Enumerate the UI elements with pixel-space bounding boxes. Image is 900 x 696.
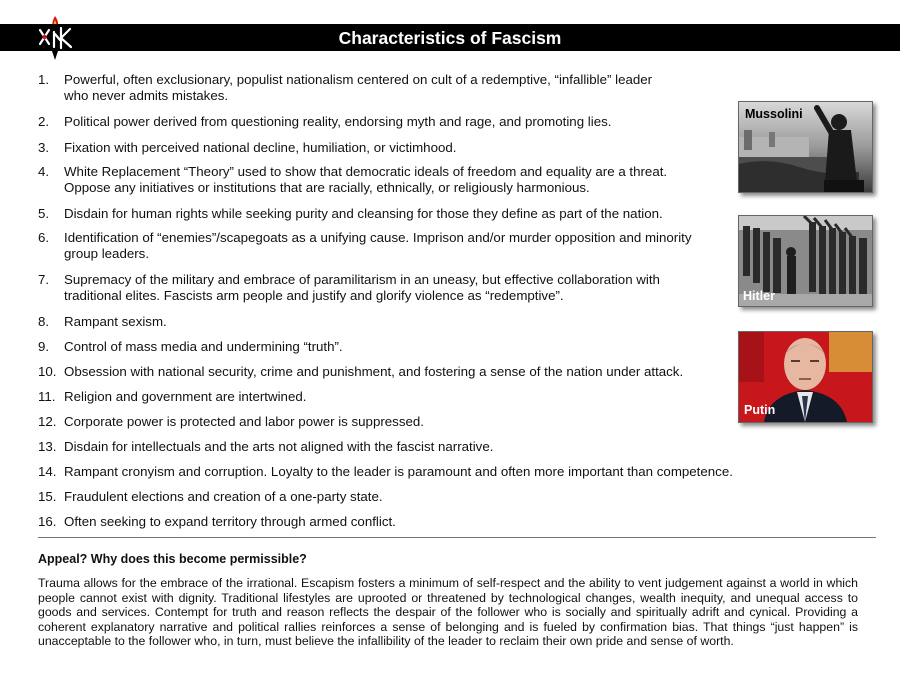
- list-item-text: White Replacement “Theory” used to show that democratic ideals of freedom and equality are a threat. Oppose any initiatives or institutions that are racially, ethnically, or religiously harmonious.: [64, 164, 668, 195]
- list-item: [38, 414, 768, 430]
- photo-mussolini: [738, 101, 873, 193]
- list-item-number: 10.: [38, 364, 57, 379]
- list-item-number: 8.: [38, 314, 50, 329]
- list-item: [38, 364, 768, 380]
- header-bar: [0, 24, 900, 51]
- list-item-number: 2.: [38, 114, 50, 129]
- list-item: [38, 464, 768, 480]
- list-item: [38, 140, 768, 156]
- list-item-text: Rampant sexism.: [64, 314, 167, 329]
- list-item: [38, 439, 768, 455]
- list-item-number: 9.: [38, 339, 50, 354]
- photo-caption: Hitler: [743, 289, 775, 303]
- list-item-number: 11.: [38, 389, 56, 404]
- list-item-text: Corporate power is protected and labor power is suppressed.: [64, 414, 424, 429]
- list-item-number: 4.: [38, 164, 50, 179]
- list-item-number: 15.: [38, 489, 57, 504]
- list-item-text: Disdain for intellectuals and the arts not aligned with the fascist narrative.: [64, 439, 494, 454]
- list-item-text: Obsession with national security, crime and punishment, and fostering a sense of the nation under attack.: [64, 364, 684, 379]
- list-item-number: 16.: [38, 514, 57, 529]
- list-item-number: 1.: [38, 72, 50, 87]
- list-item-text: Control of mass media and undermining “truth”.: [64, 339, 343, 354]
- logo-icon: [34, 14, 78, 62]
- list-item: [38, 164, 768, 196]
- list-item-text: Often seeking to expand territory through armed conflict.: [64, 514, 396, 529]
- photo-putin: [738, 331, 873, 423]
- appeal-heading: Appeal? Why does this become permissible?: [38, 552, 307, 566]
- list-item-number: 3.: [38, 140, 50, 155]
- list-item-number: 7.: [38, 272, 50, 287]
- list-item: [38, 230, 768, 262]
- photo-caption: Putin: [744, 403, 776, 417]
- list-item: [38, 114, 768, 130]
- list-item-number: 13.: [38, 439, 57, 454]
- appeal-paragraph: Trauma allows for the embrace of the irrational. Escapism fosters a minimum of self-respect and the ability to vent judgement against a world in which people cannot exist with dignity. Traditional lifestyles are uprooted or threatened by technological changes, wealth inequity, and unequal access to goods and services. Contempt for truth and reason reflects the despair of the follower who is socially and spiritually adrift and cynical. Providing a coherent explanatory narrative and political rallies reinforces a sense of belonging and is fueled by confirmation bias. That things “just happen” is unacceptable to the follower who, in turn, must believe the infallibility of the leader to reclaim their own pride and sense of worth.: [38, 576, 858, 649]
- list-item: [38, 489, 768, 505]
- list-item-text: Political power derived from questioning reality, endorsing myth and rage, and promoting lies.: [64, 114, 612, 129]
- list-item: [38, 339, 768, 355]
- list-item-text: Disdain for human rights while seeking purity and cleansing for those they define as part of the nation.: [64, 206, 663, 221]
- list-item: [38, 206, 768, 222]
- list-item-number: 14.: [38, 464, 57, 479]
- list-item-text: Powerful, often exclusionary, populist nationalism centered on cult of a redemptive, “infallible” leader who never admits mistakes.: [64, 72, 653, 103]
- page-title: Characteristics of Fascism: [338, 28, 562, 48]
- list-item-text: Supremacy of the military and embrace of paramilitarism in an uneasy, but effective collaboration with traditional elites. Fascists arm people and justify and glorify violence as “redemptive”.: [64, 272, 660, 303]
- list-item-text: Identification of “enemies”/scapegoats as a unifying cause. Imprison and/or murder opposition and minority group leaders.: [64, 230, 692, 261]
- list-item-number: 12.: [38, 414, 57, 429]
- list-item-text: Fixation with perceived national decline, humiliation, or victimhood.: [64, 140, 457, 155]
- list-item-text: Rampant cronyism and corruption. Loyalty to the leader is paramount and often more important than competence.: [64, 464, 733, 479]
- list-item: [38, 389, 768, 405]
- section-divider: [38, 537, 876, 538]
- characteristics-list: [38, 72, 768, 530]
- list-item: [38, 272, 768, 304]
- photo-caption: Mussolini: [745, 107, 803, 121]
- list-item-number: 6.: [38, 230, 50, 245]
- list-item-text: Fraudulent elections and creation of a one-party state.: [64, 489, 383, 504]
- list-item-text: Religion and government are intertwined.: [64, 389, 307, 404]
- photo-hitler: [738, 215, 873, 307]
- list-item: [38, 514, 768, 530]
- list-item: [38, 72, 768, 104]
- list-item: [38, 314, 768, 330]
- list-item-number: 5.: [38, 206, 50, 221]
